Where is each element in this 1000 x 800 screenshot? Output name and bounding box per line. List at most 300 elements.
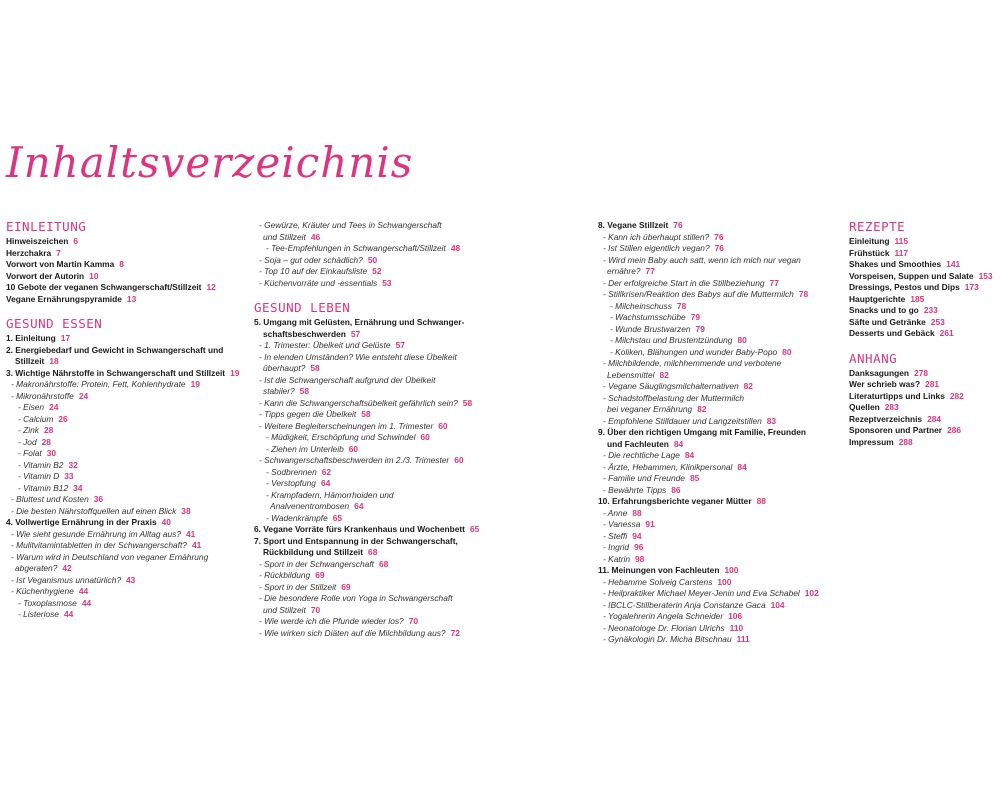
page-number: 10 [89,270,99,281]
page-number: 185 [910,293,925,304]
toc-entry[interactable] [254,582,494,594]
toc-entry-text: - Bluttest und Kosten [11,494,89,504]
toc-entry[interactable] [6,333,246,345]
toc-entry[interactable] [598,634,843,646]
toc-entry[interactable] [849,259,999,271]
toc-entry[interactable] [849,425,999,437]
toc-entry-text: - Verstopfung [266,478,316,488]
toc-entry-text: - Katrin [603,553,630,564]
toc-entry[interactable] [598,393,843,405]
toc-entry-text: Quellen [849,402,880,412]
toc-entry[interactable] [849,379,999,391]
page-number: 24 [49,402,59,412]
page-number: 77 [769,277,779,288]
toc-entry-text: - Wird mein Baby auch satt, wenn ich mich nur vegan [603,254,801,265]
toc-entry[interactable] [598,565,843,577]
page-number: 57 [395,340,405,350]
toc-entry[interactable] [849,305,999,317]
toc-entry-text: - Rückbildung [259,570,311,580]
toc-entry-text: - Makronährstoffe: Protein, Fett, Kohlenhydrate [11,379,186,389]
toc-entry[interactable] [254,278,494,290]
toc-entry-text: stabiler? [263,386,295,396]
page-number: 28 [41,436,51,447]
toc-entry-text: - Sport in der Schwangerschaft [259,558,374,569]
page-number: 70 [310,604,321,615]
toc-entry-text: - Kann ich überhaupt stillen? [603,231,710,242]
toc-entry-text: Einleitung [849,236,890,246]
toc-entry-text: - Heilpraktiker Michael Meyer-Jenin und Eva Schabel [603,588,800,598]
toc-entry[interactable] [254,317,494,329]
toc-entry[interactable] [254,266,494,278]
toc-column-3 [598,220,843,646]
toc-entry-text: - Wadenkrämpfe [266,512,328,523]
toc-entry[interactable] [254,352,494,364]
toc-entry-text: - Hebamme Solveig Carstens [603,576,713,587]
toc-entry[interactable] [254,375,494,387]
toc-entry-text: - Eisen [18,402,45,412]
toc-entry[interactable] [598,554,843,566]
toc-entry-text: 10. Erfahrungsberichte veganer Mütter [598,496,752,506]
toc-entry[interactable] [6,552,246,564]
toc-entry[interactable] [598,600,843,612]
toc-entry[interactable] [254,628,494,640]
toc-entry-text: - Müdigkeit, Erschöpfung und Schwindel [266,432,416,442]
page-number: 30 [46,448,57,458]
page-number: 78 [798,289,809,299]
toc-entry[interactable] [254,501,494,513]
toc-entry-text: - Mulitvitamintabletten in der Schwangerschaft? [11,540,187,550]
toc-entry-text: Vorwort von Martin Kamma [6,259,115,269]
toc-entry-text: - Küchenvorräte und -essentials [259,277,378,288]
toc-entry[interactable] [598,577,843,589]
page-number: 106 [728,611,743,621]
toc-entry-text: - Gynäkologin Dr. Micha Bitschnau [603,634,732,644]
toc-entry[interactable] [598,623,843,635]
toc-entry[interactable] [254,409,494,421]
toc-entry[interactable] [849,414,999,426]
toc-entry[interactable] [254,255,494,267]
toc-entry-text: Rückbildung und Stillzeit [263,547,364,557]
toc-entry[interactable] [849,271,999,283]
toc-entry-text: Impressum [849,436,894,447]
page-number: 6 [73,236,79,246]
toc-entry-text: Analvenentrombosen [270,501,350,511]
page-number: 72 [450,627,460,638]
page-number: 282 [949,390,964,401]
toc-entry[interactable] [254,444,494,456]
toc-entry-text: - Vegane Säuglingsmilchalternativen [603,381,739,391]
toc-entry-text: - Listeriose [18,609,59,619]
page-number: 69 [315,570,325,580]
page-number: 80 [737,335,747,345]
toc-entry-text: - 1. Trimester: Übelkeit und Gelüste [259,340,391,350]
toc-entry-text: - Mikronährstoffe [11,390,74,401]
page-number: 68 [368,547,378,557]
toc-entry[interactable] [598,508,843,520]
page-number: 84 [684,450,695,460]
toc-entry[interactable] [849,391,999,403]
page-number: 141 [946,259,961,269]
toc-entry[interactable] [254,467,494,479]
toc-entry-text: Shakes und Smoothies [849,259,942,269]
page-number: 60 [454,455,464,465]
toc-entry-text: - Schwangerschaftsbeschwerden im 2./3. Trimester [259,455,450,465]
toc-entry[interactable] [254,490,494,502]
page-number: 115 [894,236,908,246]
toc-entry-text: - Sodbrennen [266,466,317,477]
toc-entry-text: Frühstück [849,247,890,258]
toc-entry[interactable] [849,368,999,380]
toc-entry-text: Vorwort der Autorin [6,270,85,281]
toc-entry[interactable] [6,414,246,426]
page-number: 283 [884,402,899,412]
page-number: 60 [438,420,448,431]
page-number: 278 [914,367,929,378]
page-number: 40 [161,517,171,527]
page-number: 88 [632,507,642,518]
page-number: 36 [93,494,104,504]
toc-entry[interactable] [6,271,246,283]
toc-entry-text: - Ist Veganismus unnatürlich? [11,574,122,585]
toc-entry[interactable] [6,294,246,306]
toc-entry-text: Sponsoren und Partner [849,425,943,435]
toc-entry-text: - Kann die Schwangerschaftsübelkeit gefährlich sein? [259,397,458,408]
toc-entry-text: Literaturtipps und Links [849,390,945,401]
toc-entry-text: - Tee-Empfehlungen in Schwangerschaft/Stillzeit [266,243,446,253]
page-number: 41 [191,540,202,550]
toc-entry-text: und Stillzeit [263,231,306,242]
toc-entry[interactable] [598,335,843,347]
toc-entry[interactable] [598,462,843,474]
page-number: 48 [450,243,461,253]
toc-entry[interactable] [6,517,246,529]
toc-entry-text: - Vanessa [603,519,641,529]
toc-entry[interactable] [6,236,246,248]
toc-entry[interactable] [6,282,246,294]
page-number: 58 [299,386,309,396]
page-number: 153 [978,270,993,281]
page-number: 284 [927,413,942,424]
toc-entry[interactable] [849,294,999,306]
toc-entry[interactable] [254,616,494,628]
toc-entry-text: 5. Umgang mit Gelüsten, Ernährung und Schwanger- [254,317,465,327]
section-heading: EINLEITUNG [6,219,87,234]
toc-entry[interactable] [598,255,843,267]
page-number: 52 [372,266,382,276]
toc-entry[interactable] [598,531,843,543]
page-number: 64 [354,501,364,511]
toc-entry[interactable] [598,542,843,554]
page-number: 24 [78,390,89,401]
toc-entry[interactable] [598,473,843,485]
toc-entry-text: Säfte und Getränke [849,316,926,327]
toc-entry[interactable] [254,363,494,375]
toc-entry[interactable] [6,483,246,495]
toc-entry-text: - Ziehen im Unterleib [266,443,344,454]
toc-entry-text: 9. Über den richtigen Umgang mit Familie, Freunden [598,427,807,437]
toc-entry[interactable] [254,243,494,255]
toc-entry-text: - Koliken, Blähungen und wunder Baby-Popo [610,346,778,357]
toc-entry-text: - Sport in der Stillzeit [259,581,337,592]
toc-entry[interactable] [849,402,999,414]
page-number: 69 [341,581,351,592]
toc-entry-text: - Soja – gut oder schädlich? [259,254,363,265]
toc-entry-text: - Wunde Brustwarzen [610,323,691,334]
toc-entry-text: - Wie wirken sich Diäten auf die Milchbildung aus? [259,627,446,638]
page-number: 110 [729,622,744,633]
page-number: 57 [350,328,361,339]
toc-entry-text: - Warum wird in Deutschland von veganer Ernährung [11,551,209,562]
toc-entry[interactable] [6,368,246,380]
toc-entry-text: 6. Vegane Vorräte fürs Krankenhaus und Wochenbett [254,524,465,534]
toc-entry[interactable] [6,391,246,403]
toc-entry-text: - Anne [603,507,628,518]
toc-entry-text: - Milchbildende, milchhemmende und verbotene [603,358,782,368]
toc-entry-text: und Stillzeit [263,604,306,615]
toc-entry-text: - Ist Stillen eigentlich vegan? [603,243,710,253]
toc-entry-text: - Wachstumsschübe [610,312,686,322]
toc-entry-text: - IBCLC-Stillberaterin Anja Constanze Gaca [603,599,766,610]
toc-entry[interactable] [598,347,843,359]
toc-entry-text: Rezeptverzeichnis [849,413,923,424]
page-number: 65 [469,524,480,534]
toc-entry[interactable] [598,301,843,313]
toc-entry[interactable] [254,398,494,410]
page-number: 7 [56,247,61,258]
toc-entry[interactable] [6,494,246,506]
toc-entry-text: - Ingrid [603,542,630,552]
toc-entry[interactable] [254,329,494,341]
page-number: 86 [671,484,681,495]
toc-entry[interactable] [254,536,494,548]
toc-column-4 [849,220,999,448]
page-number: 79 [695,323,705,334]
toc-entry[interactable] [6,529,246,541]
toc-entry-text: - Jod [18,436,37,447]
page-number: 41 [186,528,196,539]
toc-entry[interactable] [598,289,843,301]
toc-entry[interactable] [254,593,494,605]
toc-entry[interactable] [598,278,843,290]
toc-entry-text: Vegane Ernährungspyramide [6,293,122,304]
toc-entry[interactable] [254,524,494,536]
page-number: 91 [645,519,655,529]
page-number: 288 [898,436,913,447]
toc-entry[interactable] [6,345,246,357]
toc-entry[interactable] [598,485,843,497]
page-number: 77 [645,266,655,276]
page-number: 58 [310,363,320,373]
toc-entry[interactable] [6,460,246,472]
toc-entry-text: - Zink [18,425,39,435]
toc-entry[interactable] [254,386,494,398]
toc-entry[interactable] [598,358,843,370]
toc-entry-text: - Ärzte, Hebammen, Klinikpersonal [603,461,733,472]
toc-entry[interactable] [254,559,494,571]
page-number: 233 [923,305,938,315]
page-number: 78 [676,300,687,311]
toc-entry[interactable] [598,427,843,439]
toc-entry[interactable] [598,232,843,244]
toc-entry-text: Desserts und Gebäck [849,328,935,338]
toc-entry[interactable] [254,455,494,467]
toc-entry[interactable] [254,478,494,490]
toc-entry[interactable] [598,312,843,324]
page-number: 83 [766,415,777,426]
toc-entry[interactable] [849,317,999,329]
page-number: 98 [635,553,645,564]
toc-entry[interactable] [6,471,246,483]
toc-entry[interactable] [254,547,494,559]
toc-entry-text: - Folat [18,448,42,458]
toc-entry[interactable] [598,370,843,382]
page-number: 64 [320,478,331,488]
toc-entry-text: - Weitere Begleiterscheinungen im 1. Trimester [259,420,434,431]
toc-entry-text: Stillzeit [15,356,45,366]
toc-entry-text: - Top 10 auf der Einkaufsliste [259,266,368,276]
toc-entry[interactable] [6,506,246,518]
toc-entry-text: - Calcium [18,413,54,424]
toc-entry[interactable] [254,570,494,582]
toc-entry[interactable] [849,328,999,340]
toc-entry-text: Snacks und to go [849,305,919,315]
page-number: 8 [119,259,124,269]
toc-entry-text: - Steffi [603,530,628,541]
toc-entry-text: - Vitamin B2 [18,459,64,470]
toc-entry[interactable] [849,437,999,449]
toc-entry[interactable] [598,266,843,278]
toc-entry[interactable] [254,605,494,617]
toc-entry[interactable] [598,439,843,451]
page-number: 26 [58,413,68,424]
toc-entry[interactable] [6,609,246,621]
toc-entry-text: 10 Gebote der veganen Schwangerschaft/Stillzeit [6,282,202,292]
toc-entry-text: Hauptgerichte [849,293,906,304]
page-title: Inhaltsverzeichnis [6,138,414,187]
toc-entry[interactable] [598,220,843,232]
toc-entry[interactable] [254,513,494,525]
toc-entry-text: - Die rechtliche Lage [603,450,680,460]
toc-entry-text: - Familie und Freunde [603,473,685,483]
toc-entry[interactable] [6,425,246,437]
page-number: 286 [947,425,962,435]
toc-entry-text: 4. Vollwertige Ernährung in der Praxis [6,517,157,527]
toc-entry-text: ernähre? [607,266,641,276]
page-number: 28 [43,425,54,435]
toc-entry[interactable] [6,586,246,598]
page-number: 111 [736,634,750,644]
toc-entry-text: Danksagungen [849,367,910,378]
toc-entry[interactable] [6,598,246,610]
toc-entry[interactable] [849,282,999,294]
toc-entry[interactable] [6,437,246,449]
toc-entry[interactable] [598,588,843,600]
toc-entry[interactable] [6,259,246,271]
toc-entry-text: Herzchakra [6,247,52,258]
toc-entry[interactable] [849,248,999,260]
toc-entry[interactable] [598,519,843,531]
toc-entry-text: - Yogalehrerin Angela Schneider [603,611,724,621]
page-number: 58 [361,409,371,419]
toc-entry-text: - Gewürze, Kräuter und Tees in Schwangerschaft [259,220,442,230]
page-number: 44 [78,586,89,596]
page-number: 44 [63,609,74,619]
toc-entry[interactable] [254,340,494,352]
toc-entry-text: - Schadstoffbelastung der Muttermilch [603,392,745,403]
toc-entry-text: - Vitamin D [18,471,60,481]
toc-entry-text: - Milchstau und Brustentzündung [610,335,733,345]
page-number: 44 [81,597,92,608]
toc-entry[interactable] [6,540,246,552]
toc-entry-text: und Fachleuten [607,438,669,449]
toc-entry[interactable] [254,421,494,433]
page-number: 100 [717,576,732,587]
toc-column-2 [254,220,494,639]
toc-entry[interactable] [598,243,843,255]
page-number: 253 [930,316,945,327]
page-number: 60 [420,432,430,442]
toc-entry-text: - Wie sieht gesunde Ernährung im Alltag aus? [11,528,181,539]
toc-entry-text: abgeraten? [15,563,58,573]
toc-entry[interactable] [254,432,494,444]
page-number: 173 [964,282,979,292]
page-number: 82 [743,381,753,391]
page-number: 17 [60,333,71,343]
toc-entry[interactable] [598,381,843,393]
toc-entry-text: schaftsbeschwerden [263,328,346,339]
toc-entry[interactable] [6,575,246,587]
toc-entry[interactable] [6,563,246,575]
toc-entry-text: - Empfohlene Stilldauer und Langzeitstillen [603,415,762,426]
page-number: 58 [462,397,473,408]
page-number: 70 [408,616,419,626]
toc-entry[interactable] [598,416,843,428]
toc-entry-text: - Ist die Schwangerschaft aufgrund der Übelkeit [259,374,436,385]
toc-entry[interactable] [6,448,246,460]
toc-entry-text: 2. Energiebedarf und Gewicht in Schwangerschaft und [6,344,224,355]
page-number: 84 [673,438,684,449]
toc-entry[interactable] [849,236,999,248]
toc-entry[interactable] [6,248,246,260]
page-number: 33 [64,471,74,481]
toc-entry-text: - Neonatologe Dr. Florian Ulrichs [603,622,725,633]
page-number: 82 [697,404,707,414]
toc-entry[interactable] [6,356,246,368]
toc-entry-text: - Die besondere Rolle von Yoga in Schwangerschaft [259,593,453,603]
page-number: 80 [782,346,792,357]
toc-entry[interactable] [598,450,843,462]
page-number: 32 [68,459,78,470]
toc-entry-text: - Krampfadern, Hämorrhoiden und [266,489,394,500]
toc-entry-text: - Küchenhygiene [11,586,74,596]
toc-entry[interactable] [6,379,246,391]
toc-entry[interactable] [598,611,843,623]
toc-entry-text: Vorspeisen, Suppen und Salate [849,270,974,281]
toc-entry[interactable] [598,324,843,336]
toc-entry[interactable] [598,404,843,416]
toc-entry[interactable] [254,220,494,232]
toc-entry[interactable] [598,496,843,508]
toc-entry[interactable] [6,402,246,414]
page-number: 19 [230,367,240,378]
page-number: 84 [737,461,747,472]
page-number: 76 [673,220,683,230]
toc-entry-text: - Toxoplasmose [18,597,77,608]
section-heading: REZEPTE [849,219,906,234]
toc-entry[interactable] [254,232,494,244]
page-number: 100 [724,565,739,575]
toc-entry-text: - In elenden Umständen? Wie entsteht diese Übelkeit [259,351,457,362]
